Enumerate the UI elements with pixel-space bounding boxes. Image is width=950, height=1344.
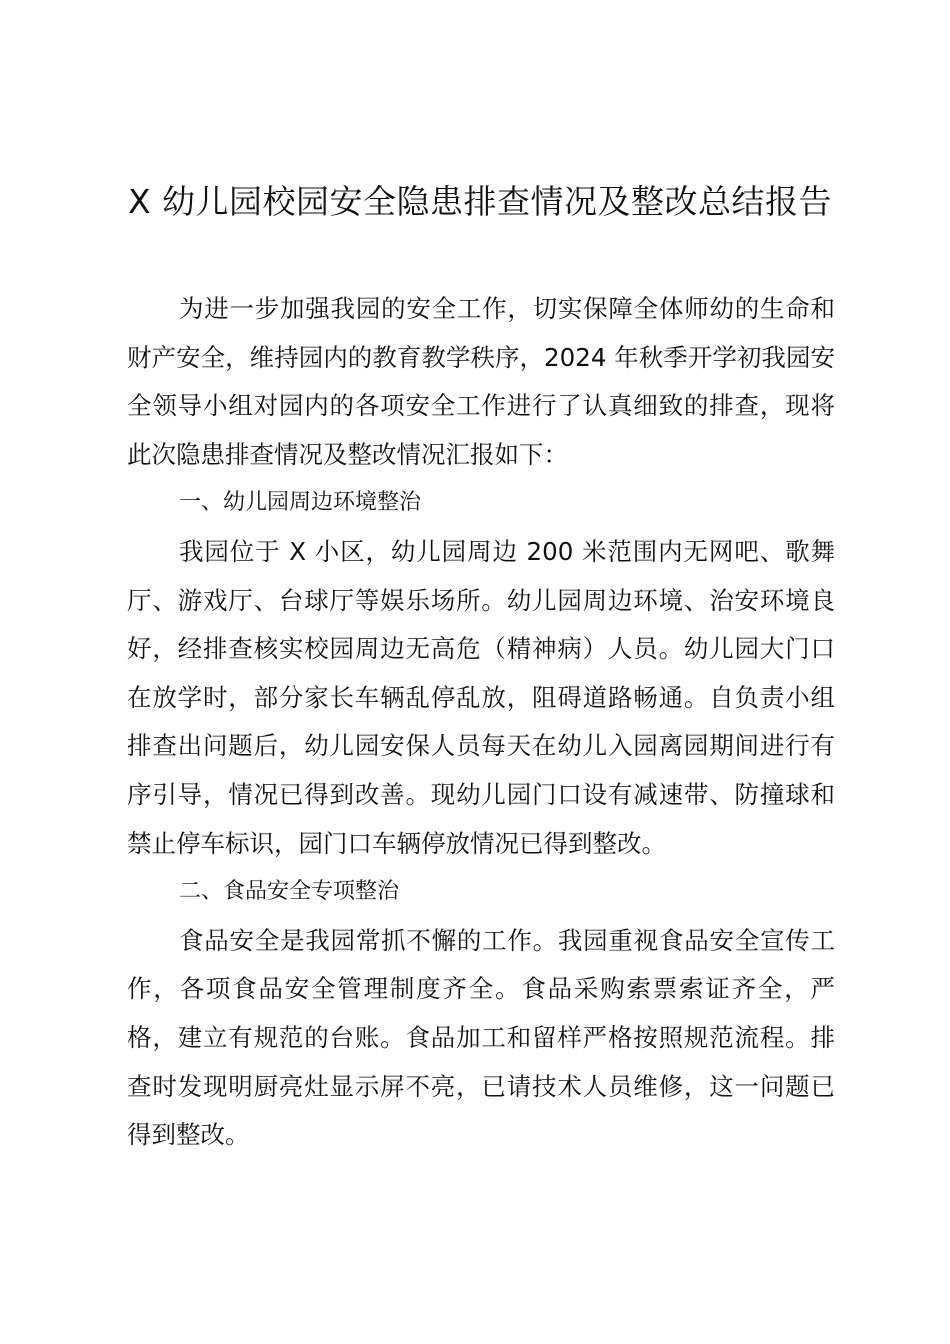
section-heading-surroundings: 一、幼儿园周边环境整治: [179, 490, 422, 516]
section-heading-food-safety: 二、食品安全专项整治: [179, 879, 400, 905]
document-body: [127, 285, 835, 1160]
intro-paragraph: 为进一步加强我园的安全工作，切实保障全体师幼的生命和财产安全，维持园内的教育教学秩序，2024 年秋季开学初我园安全领导小组对园内的各项安全工作进行了认真细致的排查，现将此次隐患排查情况及整改情况汇报如下：: [127, 294, 835, 469]
section-paragraph-food-safety: 食品安全是我园常抓不懈的工作。我园重视食品安全宣传工作，各项食品安全管理制度齐全。食品采购索票索证齐全，严格，建立有规范的台账。食品加工和留样严格按照规范流程。排查时发现明厨亮灶显示屏不亮，已请技术人员维修，这一问题已得到整改。: [127, 925, 835, 1150]
section-paragraph-surroundings: 我园位于 X 小区，幼儿园周边 200 米范围内无网吧、歌舞厅、游戏厅、台球厅等娱乐场所。幼儿园周边环境、治安环境良好，经排查核实校园周边无高危（精神病）人员。幼儿园大门口在放学时，部分家长车辆乱停乱放，阻碍道路畅通。自负责小组排查出问题后，幼儿园安保人员每天在幼儿入园离园期间进行有序引导，情况已得到改善。现幼儿园门口设有减速带、防撞球和禁止停车标识，园门口车辆停放情况已得到整改。: [127, 536, 835, 858]
document-title: X 幼儿园校园安全隐患排查情况及整改总结报告: [127, 182, 833, 221]
